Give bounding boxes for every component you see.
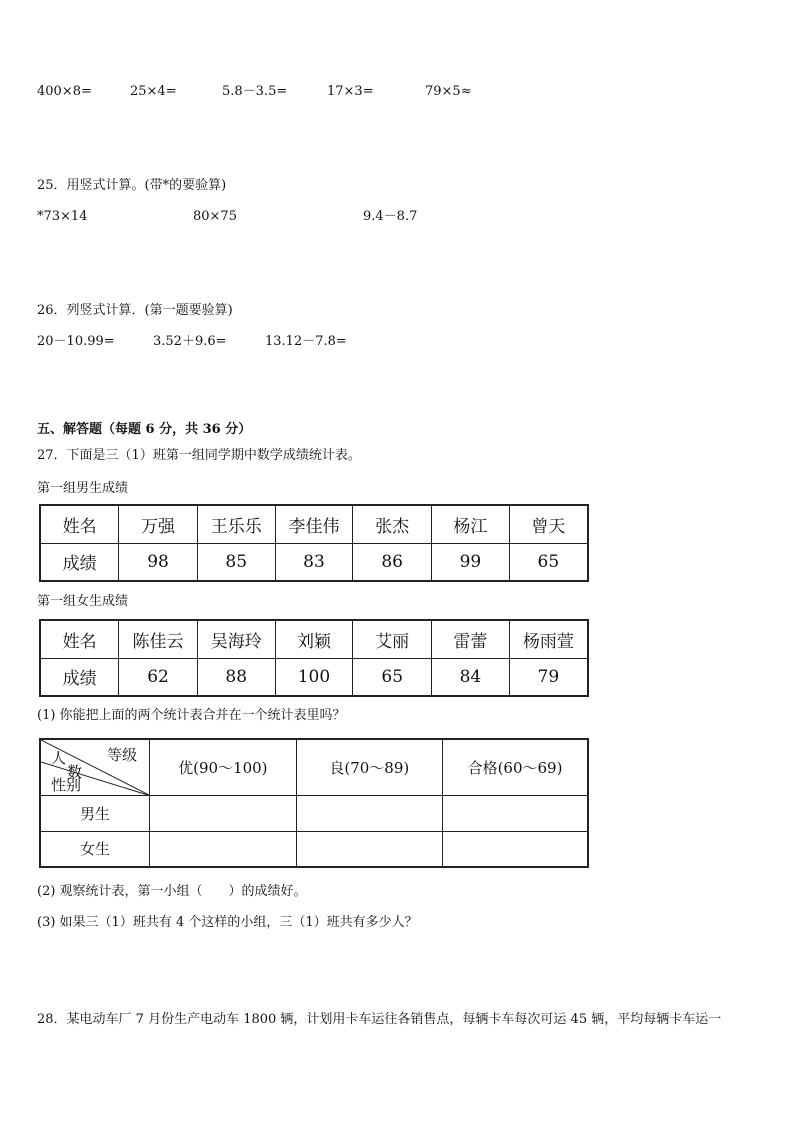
q26-item: 3.52＋9.6=: [153, 334, 227, 349]
boys-table-caption: 第一组男生成绩: [37, 481, 129, 496]
table-cell: 88: [197, 658, 275, 696]
question-28-text: 28．某电动车厂 7 月份生产电动车 1800 辆，计划用卡车运往各销售点，每辆卡车每次可运 45 辆，平均每辆卡车运一: [37, 1012, 722, 1027]
boys-score-table: [39, 504, 589, 582]
table-cell: 姓名: [40, 505, 119, 543]
answer-cell[interactable]: [296, 831, 442, 867]
column-header: 优(90～100): [150, 739, 296, 795]
answer-cell[interactable]: [443, 795, 588, 831]
table-row: [40, 620, 588, 658]
table-cell: 成绩: [40, 658, 119, 696]
table-cell: 85: [197, 543, 275, 581]
table-cell: 65: [509, 543, 588, 581]
row-header: 女生: [40, 831, 150, 867]
corner-label-count: 数: [67, 763, 83, 781]
table-cell: 曾天: [509, 505, 588, 543]
calc-item: 400×8=: [37, 84, 92, 99]
table-cell: 李佳伟: [275, 505, 353, 543]
table-cell: 陈佳云: [119, 620, 198, 658]
answer-cell[interactable]: [150, 831, 296, 867]
table-cell: 杨江: [432, 505, 510, 543]
sub-question-1: (1) 你能把上面的两个统计表合并在一个统计表里吗？: [37, 708, 346, 723]
answer-cell[interactable]: [296, 795, 442, 831]
sub-question-3: (3) 如果三（1）班共有 4 个这样的小组，三（1）班共有多少人？: [37, 915, 418, 930]
table-cell: 姓名: [40, 620, 119, 658]
girls-table-caption: 第一组女生成绩: [37, 594, 129, 609]
section-5-title: 五、解答题（每题 6 分，共 36 分）: [37, 422, 252, 437]
table-row: [40, 831, 588, 867]
row-header: 男生: [40, 795, 150, 831]
table-row: [40, 739, 588, 795]
merge-stat-table: [39, 738, 589, 868]
table-row: [40, 658, 588, 696]
table-cell: 万强: [119, 505, 198, 543]
question-27-intro: 27．下面是三（1）班第一组同学期中数学成绩统计表。: [37, 448, 361, 463]
column-header: 良(70～89): [296, 739, 442, 795]
table-cell: 杨雨萱: [509, 620, 588, 658]
calc-item: 17×3=: [327, 84, 374, 99]
girls-score-table: [39, 619, 589, 697]
table-row: [40, 505, 588, 543]
table-cell: 100: [275, 658, 353, 696]
question-25-title: 25．用竖式计算。(带*的要验算): [37, 178, 227, 193]
calc-item: 25×4=: [130, 84, 177, 99]
table-cell: 王乐乐: [197, 505, 275, 543]
table-cell: 张杰: [353, 505, 432, 543]
table-cell: 79: [509, 658, 588, 696]
table-cell: 成绩: [40, 543, 119, 581]
answer-cell[interactable]: [443, 831, 588, 867]
table-cell: 65: [353, 658, 432, 696]
q26-item: 20－10.99=: [37, 334, 115, 349]
table-cell: 83: [275, 543, 353, 581]
q25-item: 9.4－8.7: [363, 209, 418, 224]
sub-question-2: (2) 观察统计表，第一小组（ ）的成绩好。: [37, 884, 307, 899]
corner-label-gender: 性别: [51, 776, 82, 794]
question-26-title: 26．列竖式计算．(第一题要验算): [37, 303, 233, 318]
corner-label-count: 人: [51, 749, 67, 767]
corner-label-grade: 等级: [107, 746, 138, 764]
table-row: [40, 795, 588, 831]
q25-item: *73×14: [37, 209, 88, 224]
calc-item: 5.8－3.5=: [222, 84, 288, 99]
table-cell: 吴海玲: [197, 620, 275, 658]
table-cell: 84: [432, 658, 510, 696]
q25-item: 80×75: [193, 209, 237, 224]
table-cell: 98: [119, 543, 198, 581]
table-cell: 艾丽: [353, 620, 432, 658]
table-row: [40, 543, 588, 581]
q26-item: 13.12－7.8=: [265, 334, 347, 349]
table-cell: 86: [353, 543, 432, 581]
column-header: 合格(60～69): [443, 739, 588, 795]
table-cell: 99: [432, 543, 510, 581]
diagonal-header-cell: [40, 739, 150, 795]
answer-cell[interactable]: [150, 795, 296, 831]
table-cell: 刘颖: [275, 620, 353, 658]
table-cell: 62: [119, 658, 198, 696]
calc-item: 79×5≈: [425, 84, 472, 99]
table-cell: 雷蕾: [432, 620, 510, 658]
